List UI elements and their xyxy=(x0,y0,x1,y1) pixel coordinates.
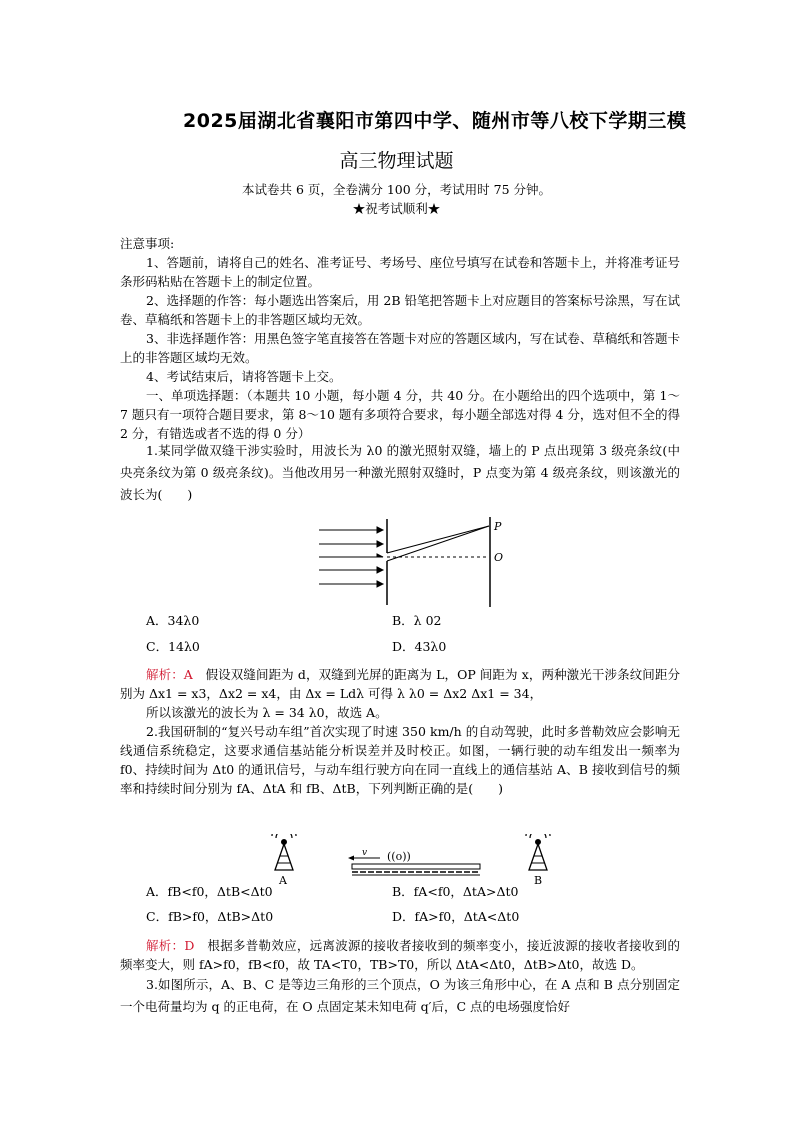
q2-option-a: A．fB<f0，ΔtB<Δt0 xyxy=(146,884,273,899)
q2-option-d: D．fA>f0，ΔtA<Δt0 xyxy=(392,909,520,924)
q1-fig-label-o: O xyxy=(494,551,504,564)
exam-info: 本试卷共 6 页，全卷满分 100 分，考试用时 75 分钟。 xyxy=(241,182,552,197)
q1-double-slit-figure xyxy=(315,517,515,609)
exam-wish: ★祝考试顺利★ xyxy=(352,201,441,216)
note-item-2: 2、选择题的作答：每小题选出答案后，用 2B 铅笔把答题卡上对应题目的答案标号涂黑，写在试卷、草稿纸和答题卡上的非答题区域均无效。 xyxy=(120,293,680,327)
q1-option-c: C．14λ0 xyxy=(146,639,200,654)
q2-fig-label-v: v xyxy=(362,848,368,858)
q1-option-b: B．λ 02 xyxy=(392,613,442,628)
q3-stem: 3.如图所示，A、B、C 是等边三角形的三个顶点，O 为该三角形中心，在 A 点和 B 点分别固定一个电荷量均为 q 的正电荷，在 O 点固定某未知电荷 q′后，C 点的电场强度恰好 xyxy=(120,977,680,1014)
q1-analysis: 解析：A 假设双缝间距为 d，双缝到光屏的距离为 L，OP 间距为 x，两种激光干涉条纹间距分别为 Δx1 = x3，Δx2 = x4，由 Δx = Ldλ 可得 λ λ0 = Δx2 Δx1 = 34， xyxy=(120,667,680,701)
q1-option-d: D．43λ0 xyxy=(392,639,447,654)
q2-option-b: B．fA<f0，ΔtA>Δt0 xyxy=(392,884,519,899)
note-item-3: 3、非选择题作答：用黑色签字笔直接答在答题卡对应的答题区域内，写在试卷、草稿纸和答题卡上的非答题区域均无效。 xyxy=(120,331,680,365)
note-item-4: 4、考试结束后，请将答题卡上交。 xyxy=(146,369,342,384)
q2-stem: 2.我国研制的“复兴号动车组”首次实现了时速 350 km/h 的自动驾驶，此时多普勒效应会影响无线通信系统稳定，这要求通信基站能分析误差并及时校正。如图，一辆行驶的动车组发出一频率为 f0、持续时间为 Δt0 的通讯信号，与动车组行驶方向在同一直线上的通信基站 A、B 接收到信号的频率和持续时间分别为 fA、ΔtA 和 fB、ΔtB，下列判断正确的是( ) xyxy=(120,724,680,796)
q1-stem: 1.某同学做双缝干涉实验时，用波长为 λ0 的激光照射双缝，墙上的 P 点出现第 3 级亮条纹(中央亮条纹为第 0 级亮条纹)。当他改用另一种激光照射双缝时，P 点变为第 4 级亮条纹，则该激光的波长为( ) xyxy=(120,443,680,502)
station-b-tower-icon xyxy=(526,834,550,870)
q1-analysis-label: 解析：A xyxy=(146,667,193,682)
station-a-tower-icon xyxy=(272,834,296,870)
q1-option-a: A．34λ0 xyxy=(146,613,200,628)
q2-option-c: C．fB>f0，ΔtB>Δt0 xyxy=(146,909,274,924)
notes-heading: 注意事项: xyxy=(120,236,175,251)
train-signal-icon: ((o)) xyxy=(387,850,411,863)
q2-analysis-label: 解析：D xyxy=(146,938,195,953)
exam-title: 2025届湖北省襄阳市第四中学、随州市等八校下学期三模 xyxy=(183,110,687,132)
q1-fig-label-p: P xyxy=(494,520,502,533)
note-item-1: 1、答题前，请将自己的姓名、准考证号、考场号、座位号填写在试卷和答题卡上，并将准考证号条形码粘贴在答题卡上的制定位置。 xyxy=(120,255,680,289)
q1-conclusion: 所以该激光的波长为 λ = 34 λ0，故选 A。 xyxy=(146,705,388,720)
q2-fig-label-a: A xyxy=(279,874,287,887)
exam-subtitle: 高三物理试题 xyxy=(339,150,454,172)
section-instructions: 一、单项选择题：（本题共 10 小题，每小题 4 分，共 40 分。在小题给出的四个选项中，第 1～7 题只有一项符合题目要求，第 8～10 题有多项符合要求，每小题全部选对得 4 分，选对但不全的得 2 分，有错选或者不选的得 0 分） xyxy=(120,388,680,441)
q2-analysis: 解析：D 根据多普勒效应，远离波源的接收者接收到的频率变小，接近波源的接收者接收到的频率变大，则 fA>f0，fB<f0，故 TA<T0，TB>T0，所以 ΔtA<Δt0，ΔtB>Δt0，故选 D。 xyxy=(120,938,680,972)
train-icon xyxy=(352,864,480,875)
q2-fig-label-b: B xyxy=(534,874,543,887)
